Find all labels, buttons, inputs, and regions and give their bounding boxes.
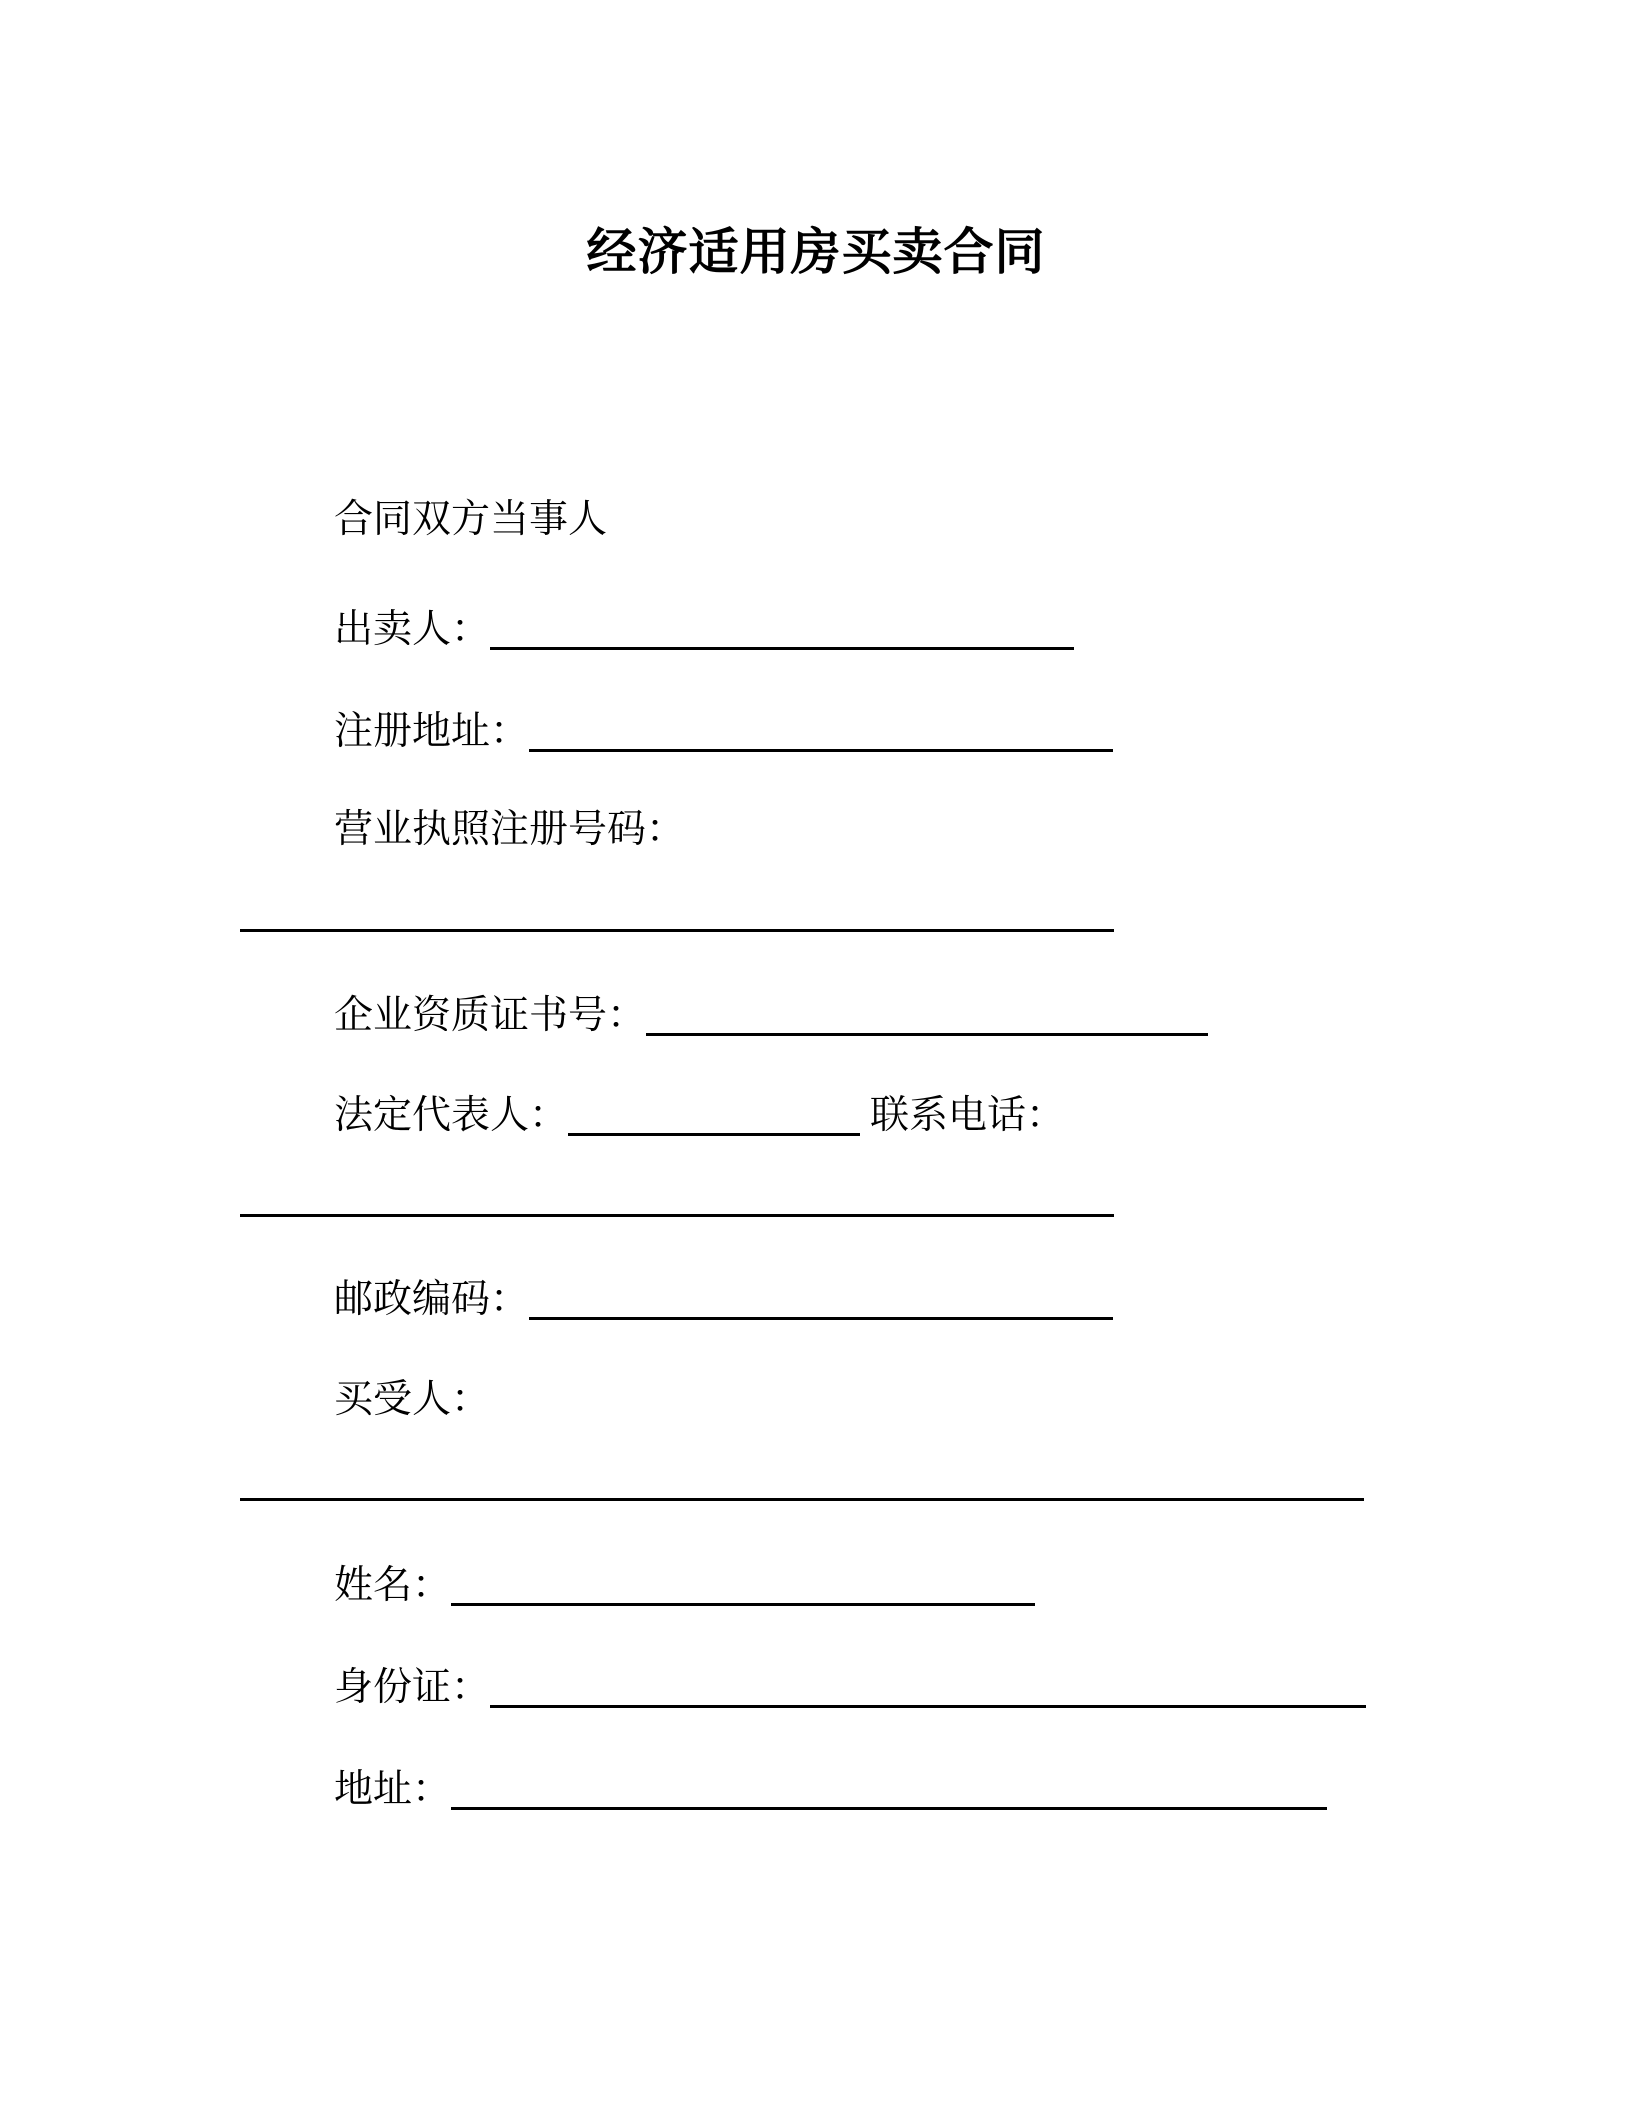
buyer-blank[interactable] [240,1498,1364,1501]
postal-code-blank[interactable] [529,1281,1113,1320]
id-card-row [334,1664,1366,1712]
address-blank[interactable] [451,1771,1327,1810]
business-license-label: 营业执照注册号码： [334,807,686,852]
seller-label: 出卖人： [334,607,491,652]
id-card-label: 身份证： [334,1665,491,1710]
buyer-label: 买受人： [334,1377,491,1422]
business-license-blank[interactable] [240,929,1114,932]
section-heading: 合同双方当事人 [334,497,608,542]
document-title: 经济适用房买卖合同 [586,223,1046,281]
name-blank[interactable] [451,1567,1035,1606]
qualification-cert-row [334,992,1208,1040]
registered-address-label: 注册地址： [334,709,530,754]
registered-address-blank[interactable] [529,713,1113,752]
name-label: 姓名： [334,1563,452,1608]
id-card-blank[interactable] [490,1669,1366,1708]
name-row [334,1562,1035,1610]
phone-blank[interactable] [240,1214,1114,1217]
registered-address-row [334,708,1113,756]
legal-rep-blank[interactable] [568,1097,860,1136]
address-label: 地址： [334,1767,452,1812]
seller-row [334,606,1074,654]
legal-rep-label: 法定代表人： [334,1093,569,1138]
business-license-row [334,806,685,854]
seller-blank[interactable] [490,611,1074,650]
address-row [334,1766,1327,1814]
buyer-row [334,1376,490,1424]
section-heading-row [334,496,607,544]
postal-code-row [334,1276,1113,1324]
qualification-cert-label: 企业资质证书号： [334,993,647,1038]
legal-rep-row [334,1092,1065,1140]
phone-label: 联系电话： [870,1093,1066,1138]
qualification-cert-blank[interactable] [646,997,1208,1036]
postal-code-label: 邮政编码： [334,1277,530,1322]
